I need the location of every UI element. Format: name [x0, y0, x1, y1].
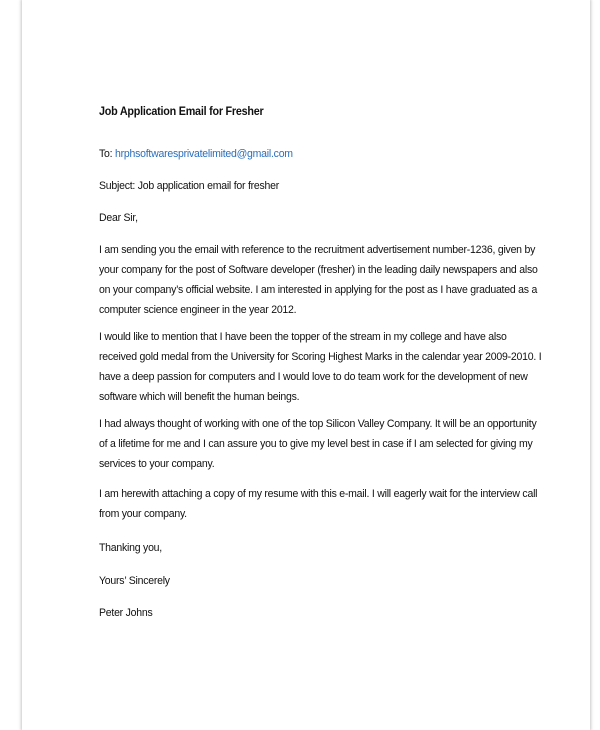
salutation: Dear Sir, — [99, 212, 138, 224]
paragraph-2: I would like to mention that I have been the topper of the stream in my college and have also received gold medal from the University for Scoring Highest Marks in the calendar year 2009-2010. I have a deep passion for computers and I would love to do team work for the development of new software which will benefit the human beings. — [99, 331, 542, 403]
closing-line: Thanking you, — [99, 542, 162, 554]
to-label: To: — [99, 148, 116, 160]
document-page — [22, 0, 590, 730]
subject-line: Subject: Job application email for fresher — [99, 180, 280, 192]
to-line — [99, 147, 293, 161]
recipient-email-link[interactable]: hrphsoftwaresprivatelimited@gmail.com — [115, 148, 293, 160]
letter-title: Job Application Email for Fresher — [99, 105, 264, 118]
sign-off: Yours’ Sincerely — [99, 575, 170, 587]
signature-name: Peter Johns — [99, 607, 153, 619]
paragraph-3: I had always thought of working with one of the top Silicon Valley Company. It will be an opportunity of a lifetime for me and I can assure you to give my level best in case if I am selected for giving my services to your company. — [99, 418, 537, 470]
paragraph-4: I am herewith attaching a copy of my resume with this e-mail. I will eagerly wait for the interview call from your company. — [99, 488, 538, 520]
paragraph-1: I am sending you the email with reference to the recruitment advertisement number-1236, given by your company for the post of Software developer (fresher) in the leading daily newspapers and also on your company’s official website. I am interested in applying for the post as I have graduated as a computer science engineer in the year 2012. — [99, 244, 538, 316]
